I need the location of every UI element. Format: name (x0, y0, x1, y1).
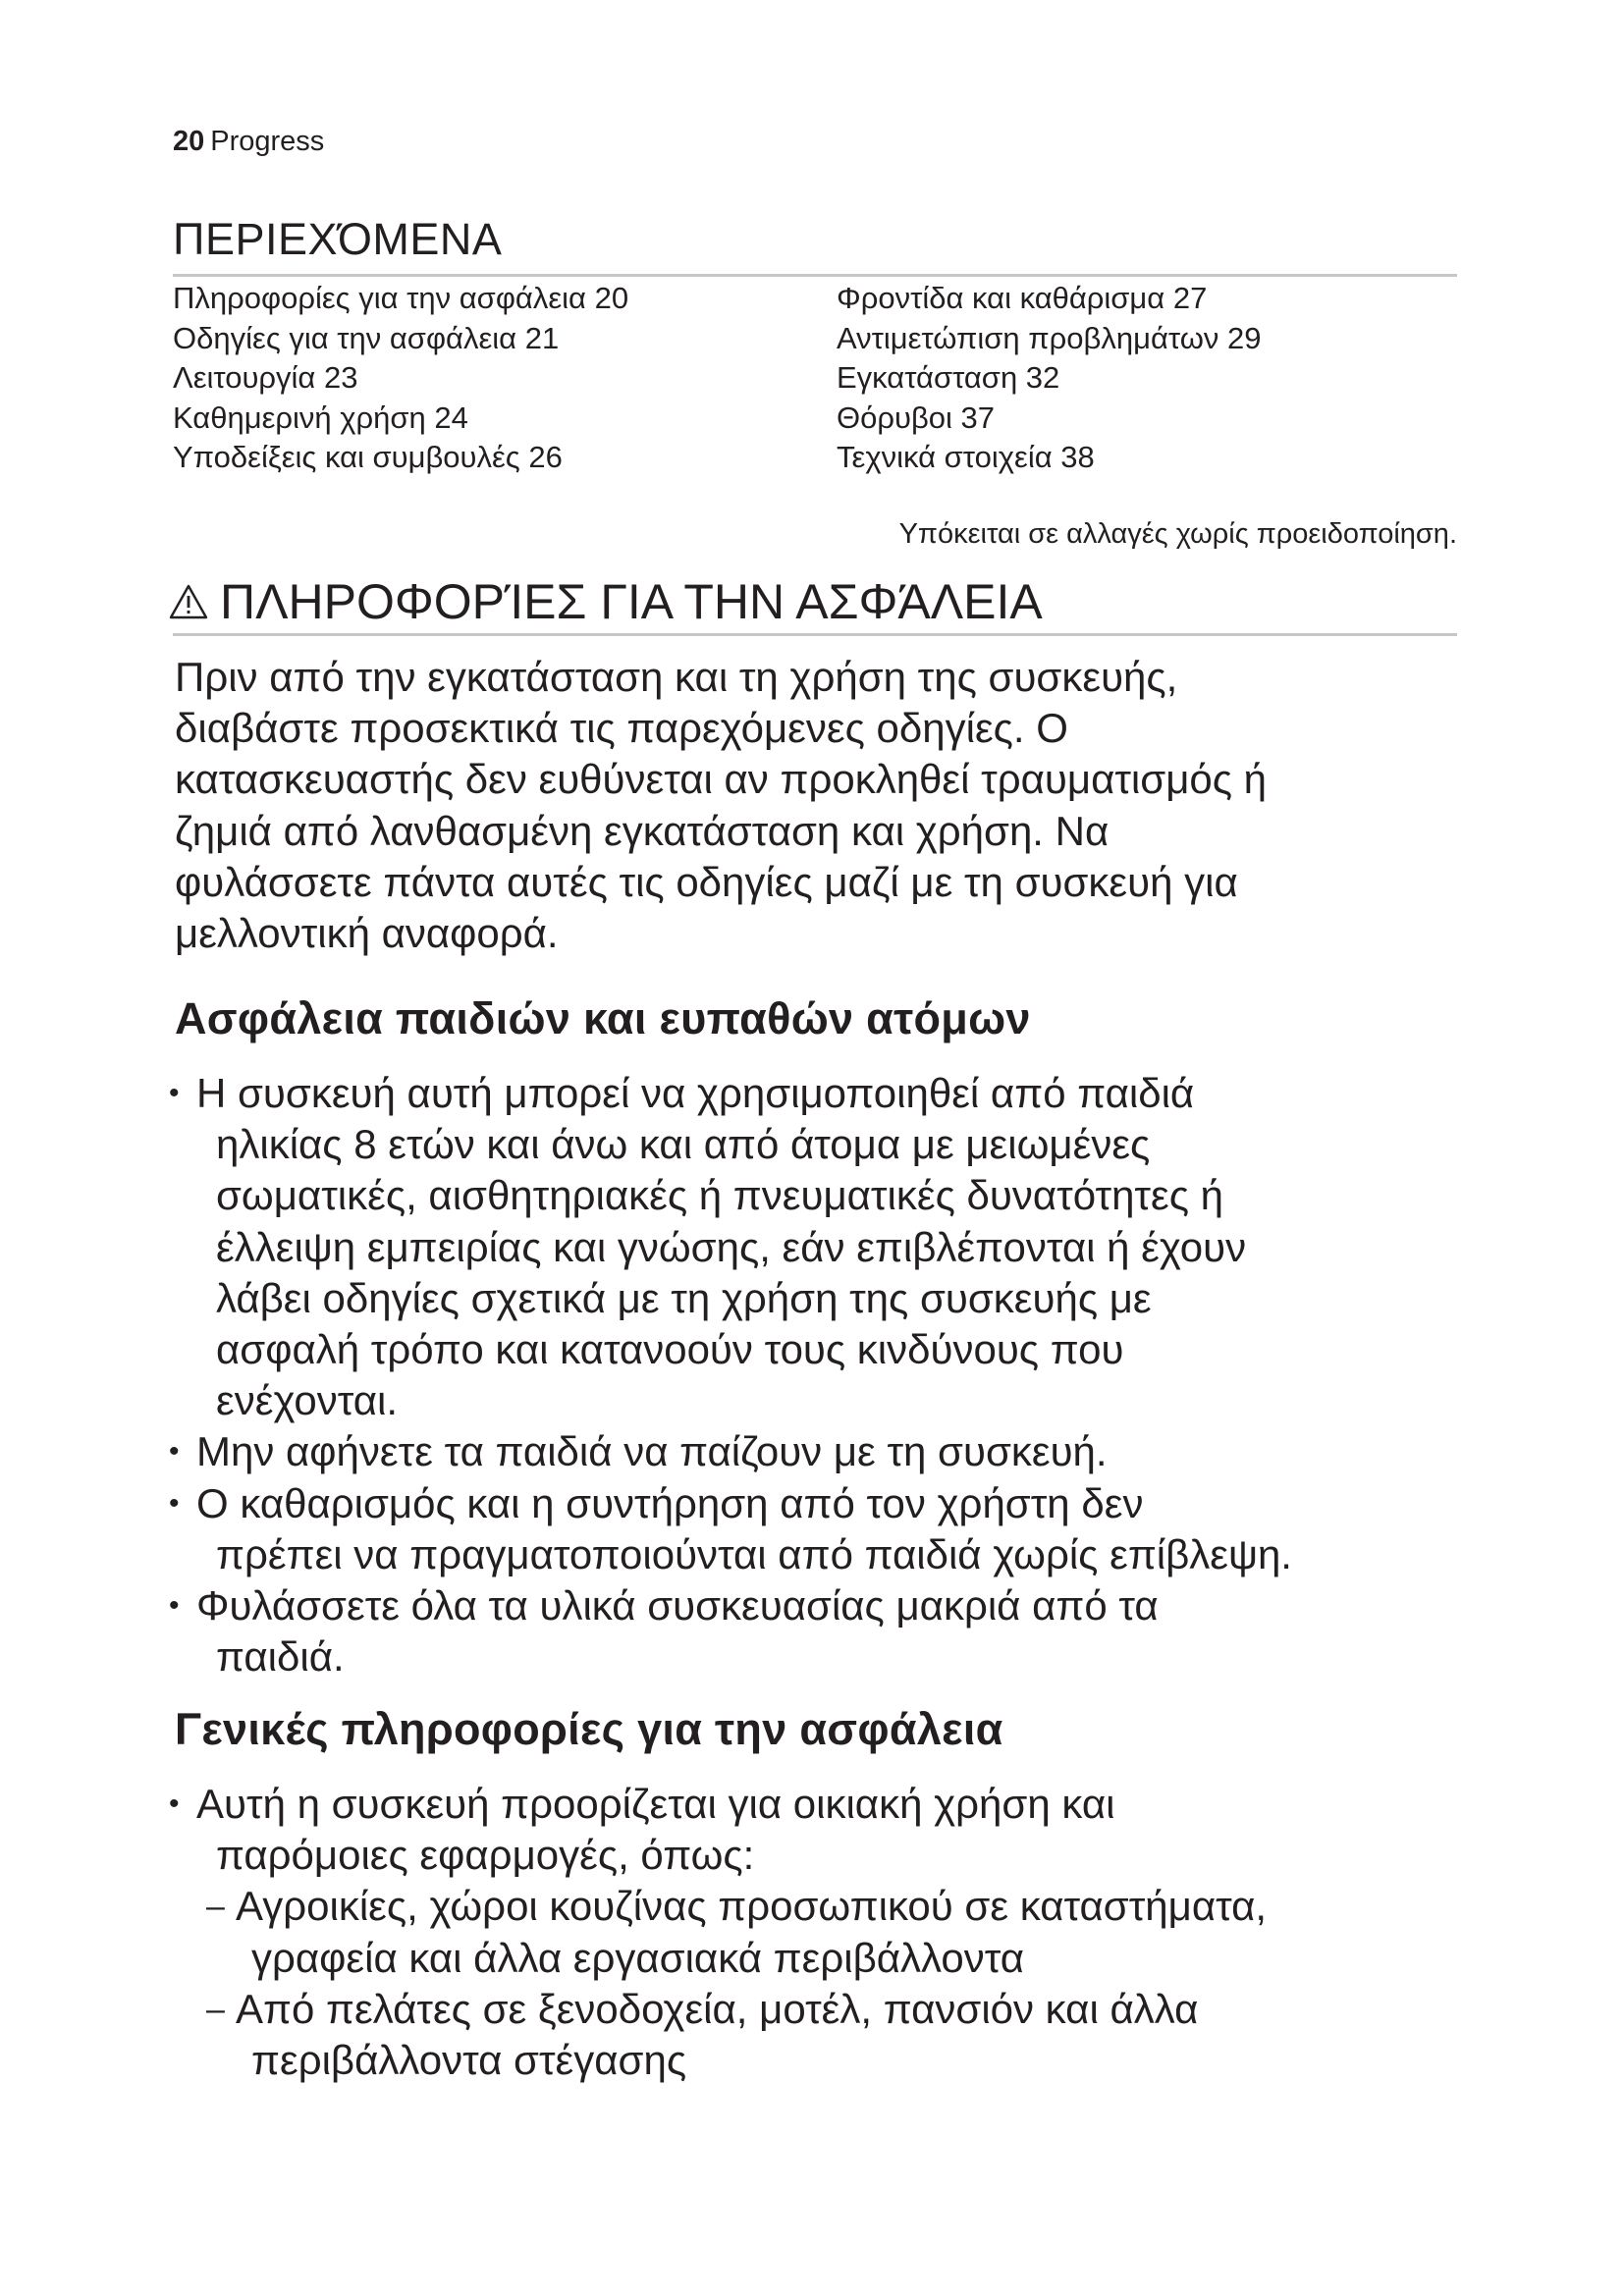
toc-entry[interactable]: Τεχνικά στοιχεία 38 (837, 440, 1095, 474)
bullet-line: Αυτή η συσκευή προορίζεται για οικιακή χρήση και (196, 1781, 1115, 1827)
toc-entry[interactable]: Οδηγίες για την ασφάλεια 21 (173, 320, 560, 355)
intro-line: διαβάστε προσεκτικά τις παρεχόμενες οδηγίες. Ο (175, 705, 1068, 752)
toc-title: ΠΕΡΙΕΧΌΜΕΝΑ (173, 214, 503, 264)
intro-line: ζημιά από λανθασμένη εγκατάσταση και χρήση. Να (175, 807, 1110, 854)
bullet-item (169, 1068, 1292, 1426)
bullet-item (169, 1426, 1292, 1477)
bullet-line: έλλειψη εμπειρίας και γνώσης, εάν επιβλέπονται ή έχουν (216, 1223, 1247, 1270)
bullet-line: Φυλάσσετε όλα τα υλικά συσκευασίας μακριά από τα (196, 1582, 1159, 1629)
bullet-line: ασφαλή τρόπο και κατανοούν τους κινδύνους που (216, 1326, 1124, 1373)
intro-line: μελλοντική αναφορά. (175, 910, 559, 957)
bullet-dot: • (169, 1077, 180, 1109)
bullet-line: σωματικές, αισθητηριακές ή πνευματικές δυνατότητες ή (216, 1172, 1224, 1219)
children-safety-heading: Ασφάλεια παιδιών και ευπαθών ατόμων (175, 993, 1031, 1043)
toc-entry[interactable]: Υποδείξεις και συμβουλές 26 (173, 440, 563, 474)
bullet-line: πρέπει να πραγματοποιούνται από παιδιά χωρίς επίβλεψη. (216, 1530, 1292, 1577)
dash-list (196, 1881, 1267, 2086)
dash-item (196, 1984, 1267, 2086)
dash-line: γραφεία και άλλα εργασιακά περιβάλλοντα (251, 1934, 1025, 1981)
bullet-item (169, 1779, 1267, 2086)
intro-line: φυλάσσετε πάντα αυτές τις οδηγίες μαζί με τη συσκευή για (175, 858, 1238, 905)
bullet-line: παρόμοιες εφαρμογές, όπως: (216, 1832, 755, 1879)
toc-right-column (837, 279, 1262, 478)
bullet-dot: • (169, 1788, 180, 1820)
change-notice: Υπόκειται σε αλλαγές χωρίς προειδοποίηση. (898, 518, 1457, 550)
bullet-line: ενέχονται. (216, 1377, 399, 1424)
warning-triangle-icon (169, 584, 208, 619)
bullet-dot: • (169, 1486, 180, 1520)
bullet-dot: • (169, 1589, 180, 1623)
brand-name: Progress (210, 126, 325, 157)
dash-line: περιβάλλοντα στέγασης (251, 2037, 687, 2084)
toc-entry[interactable]: Αντιμετώπιση προβλημάτων 29 (837, 320, 1262, 355)
bullet-item (169, 1478, 1292, 1580)
bullet-line: Μην αφήνετε τα παιδιά να παίζουν με τη συσκευή. (196, 1428, 1108, 1475)
safety-divider (173, 633, 1457, 636)
dash-line: Από πελάτες σε ξενοδοχεία, μοτέλ, πανσιόν και άλλα (236, 1985, 1199, 2032)
bullet-line: Ο καθαρισμός και η συντήρηση από τον χρήστη δεν (196, 1479, 1144, 1526)
page-number: 20 (173, 126, 205, 157)
toc-entry[interactable]: Φροντίδα και καθάρισμα 27 (837, 281, 1208, 315)
toc-entry[interactable]: Θόρυβοι 37 (837, 400, 995, 435)
dash-line: Αγροικίες, χώροι κουζίνας προσωπικού σε καταστήματα, (236, 1883, 1268, 1930)
bullet-line: παιδιά. (216, 1633, 345, 1681)
general-safety-heading: Γενικές πληροφορίες για την ασφάλεια (175, 1704, 1003, 1754)
general-safety-list (169, 1779, 1267, 2086)
bullet-dot: • (169, 1435, 180, 1468)
toc-entry[interactable]: Λειτουργία 23 (173, 360, 358, 395)
intro-line: κατασκευαστής δεν ευθύνεται αν προκληθεί τραυματισμός ή (175, 756, 1268, 803)
toc-entry[interactable]: Καθημερινή χρήση 24 (173, 400, 468, 435)
bullet-item (169, 1580, 1292, 1682)
safety-section-title (169, 573, 1043, 630)
dash-mark: – (206, 1888, 225, 1926)
toc-entry[interactable]: Εγκατάσταση 32 (837, 360, 1060, 395)
toc-divider (173, 274, 1457, 277)
children-safety-list (169, 1068, 1292, 1682)
toc-left-column (173, 279, 628, 478)
safety-title-text: ΠΛΗΡΟΦΟΡΊΕΣ ΓΙΑ ΤΗΝ ΑΣΦΆΛΕΙΑ (220, 574, 1043, 629)
safety-intro (175, 652, 1481, 959)
bullet-line: λάβει οδηγίες σχετικά με τη χρήση της συσκευής με (216, 1274, 1152, 1321)
intro-line: Πριν από την εγκατάσταση και τη χρήση της συσκευής, (175, 654, 1178, 700)
page-header (173, 126, 324, 158)
dash-item (196, 1881, 1267, 1983)
bullet-line: Η συσκευή αυτή μπορεί να χρησιμοποιηθεί από παιδιά (196, 1070, 1195, 1116)
toc-entry[interactable]: Πληροφορίες για την ασφάλεια 20 (173, 281, 629, 315)
bullet-line: ηλικίας 8 ετών και άνω και από άτομα με μειωμένες (216, 1121, 1151, 1168)
dash-mark: – (206, 1990, 225, 2028)
